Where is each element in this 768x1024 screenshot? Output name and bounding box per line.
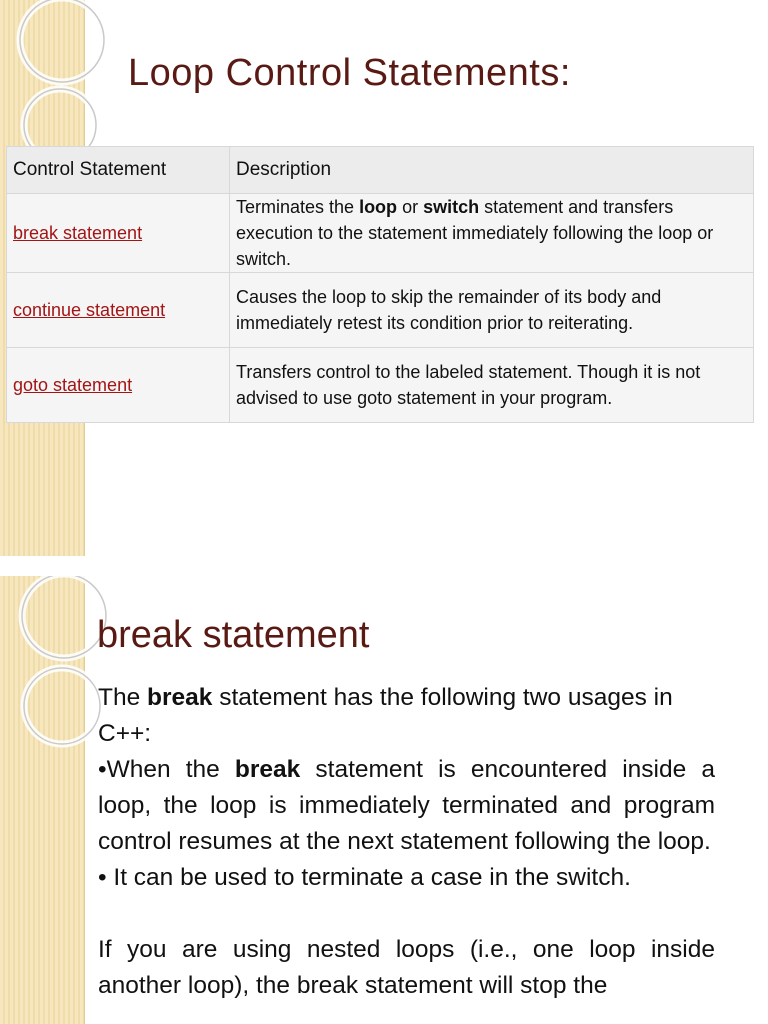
table-cell-description: Causes the loop to skip the remainder of its body and immediately retest its condition prior to reiterating. bbox=[230, 273, 754, 348]
slide-body bbox=[98, 680, 715, 1004]
control-statements-table bbox=[6, 146, 754, 423]
column-header-description: Description bbox=[230, 147, 754, 194]
table-row bbox=[7, 194, 754, 273]
intro-paragraph: The break statement has the following two usages in C++: bbox=[98, 684, 673, 747]
bullet-1: •When the break statement is encountered inside a loop, the loop is immediately terminated and program control resumes at the next statement following the loop. bbox=[98, 756, 715, 855]
slide-separator bbox=[0, 556, 768, 576]
nested-loops-paragraph: If you are using nested loops (i.e., one loop inside another loop), the break statement will stop the bbox=[98, 936, 715, 999]
goto-statement-link[interactable]: goto statement bbox=[13, 375, 133, 396]
table-cell-description: Transfers control to the labeled statement. Though it is not advised to use goto statement in your program. bbox=[230, 348, 754, 423]
table-header-row bbox=[7, 147, 754, 194]
continue-statement-link[interactable]: continue statement bbox=[13, 300, 166, 321]
table-row bbox=[7, 273, 754, 348]
slide-2 bbox=[0, 576, 768, 1024]
bullet-2: • It can be used to terminate a case in the switch. bbox=[98, 864, 631, 891]
table-cell-description: Terminates the loop or switch statement and transfers execution to the statement immediately following the loop or switch. bbox=[230, 194, 754, 273]
slide-title: break statement bbox=[97, 614, 370, 656]
table-row bbox=[7, 348, 754, 423]
break-statement-link[interactable]: break statement bbox=[13, 223, 143, 244]
slide-title: Loop Control Statements: bbox=[128, 52, 571, 94]
column-header-control-statement: Control Statement bbox=[7, 147, 230, 194]
